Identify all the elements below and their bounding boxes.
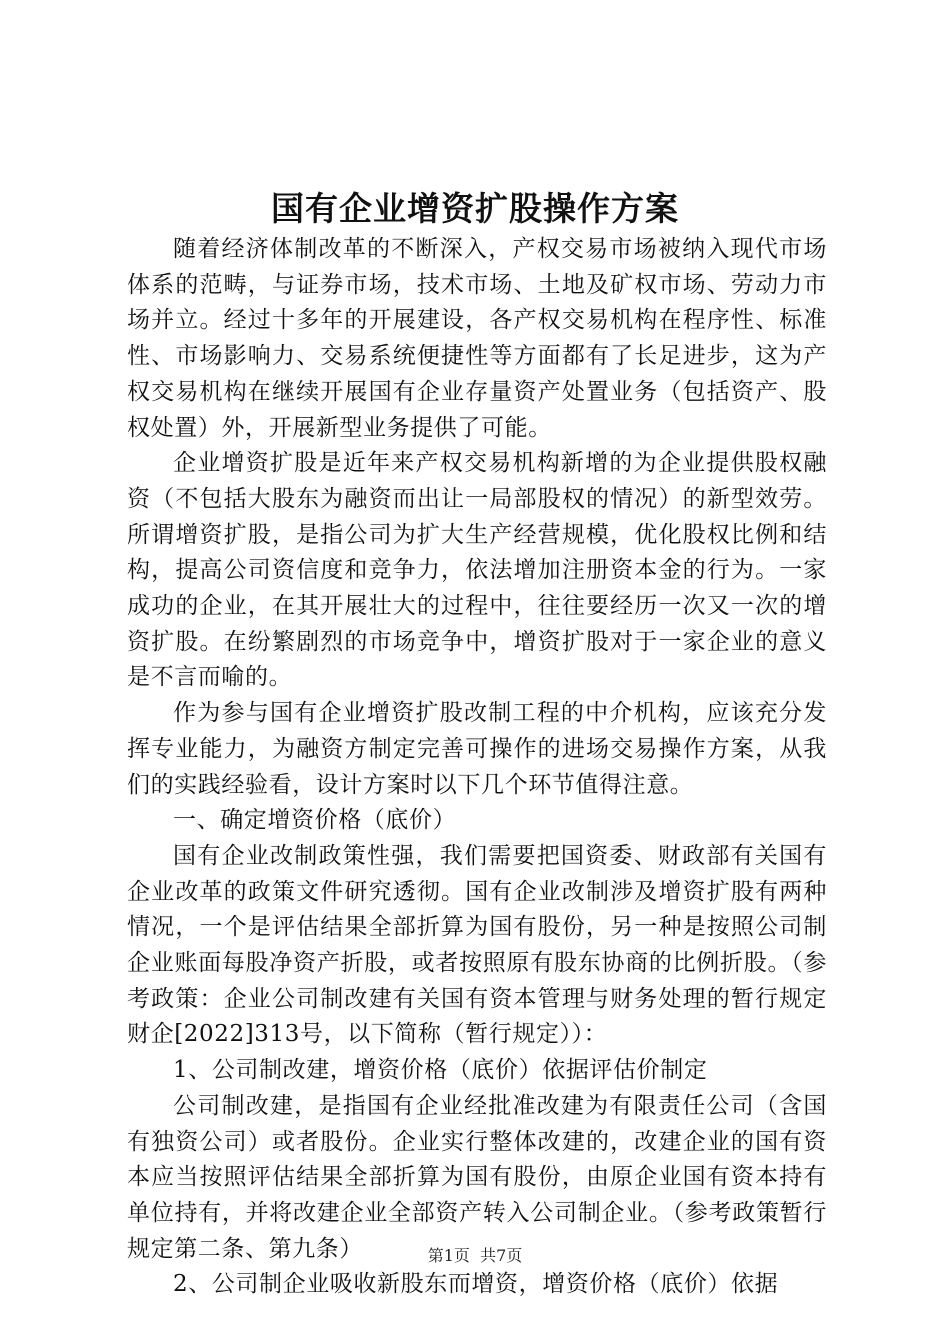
paragraph: 国有企业改制政策性强，我们需要把国资委、财政部有关国有企业改革的政策文件研究透彻。国有企业改制涉及增资扩股有两种情况，一个是评估结果全部折算为国有股份，另一种是按照公司制企业账面每股净资产折股，或者按照原有股东协商的比例折股。（参考政策：企业公司制改建有关国有资本管理与财务处理的暂行规定财企[2022]313号，以下简称（暂行规定））： bbox=[127, 842, 827, 1048]
section-heading: 一、确定增资价格（底价） bbox=[173, 807, 457, 834]
subsection-heading: 1、公司制改建，增资价格（底价）依据评估价制定 bbox=[173, 1057, 708, 1084]
page-number: 第1页 bbox=[427, 1246, 470, 1265]
page-total: 共7页 bbox=[480, 1246, 523, 1265]
paragraph: 企业增资扩股是近年来产权交易机构新增的为企业提供股权融资（不包括大股东为融资而出让一局部股权的情况）的新型效劳。所谓增资扩股，是指公司为扩大生产经营规模，优化股权比例和结构，提高公司资信度和竞争力，依法增加注册资本金的行为。一家成功的企业，在其开展壮大的过程中，往往要经历一次又一次的增资扩股。在纷繁剧烈的市场竞争中，增资扩股对于一家企业的意义是不言而喻的。 bbox=[127, 450, 827, 691]
paragraph: 随着经济体制改革的不断深入，产权交易市场被纳入现代市场体系的范畴，与证券市场，技术市场、土地及矿权市场、劳动力市场并立。经过十多年的开展建设，各产权交易机构在程序性、标准性、市场影响力、交易系统便捷性等方面都有了长足进步，这为产权交易机构在继续开展国有企业存量资产处置业务（包括资产、股权处置）外，开展新型业务提供了可能。 bbox=[127, 236, 827, 441]
document-title: 国有企业增资扩股操作方案 bbox=[271, 189, 679, 228]
paragraph: 公司制改建，是指国有企业经批准改建为有限责任公司（含国有独资公司）或者股份。企业实行整体改建的，改建企业的国有资本应当按照评估结果全部折算为国有股份，由原企业国有资本持有单位持有，并将改建企业全部资产转入公司制企业。（参考政策暂行规定第二条、第九条） bbox=[127, 1092, 827, 1262]
paragraph: 作为参与国有企业增资扩股改制工程的中介机构，应该充分发挥专业能力，为融资方制定完善可操作的进场交易操作方案，从我们的实践经验看，设计方案时以下几个环节值得注意。 bbox=[127, 700, 827, 798]
page-footer bbox=[0, 1245, 950, 1267]
subsection-heading: 2、公司制企业吸收新股东而增资，增资价格（底价）依据 bbox=[173, 1271, 779, 1298]
document-body bbox=[127, 232, 827, 1303]
